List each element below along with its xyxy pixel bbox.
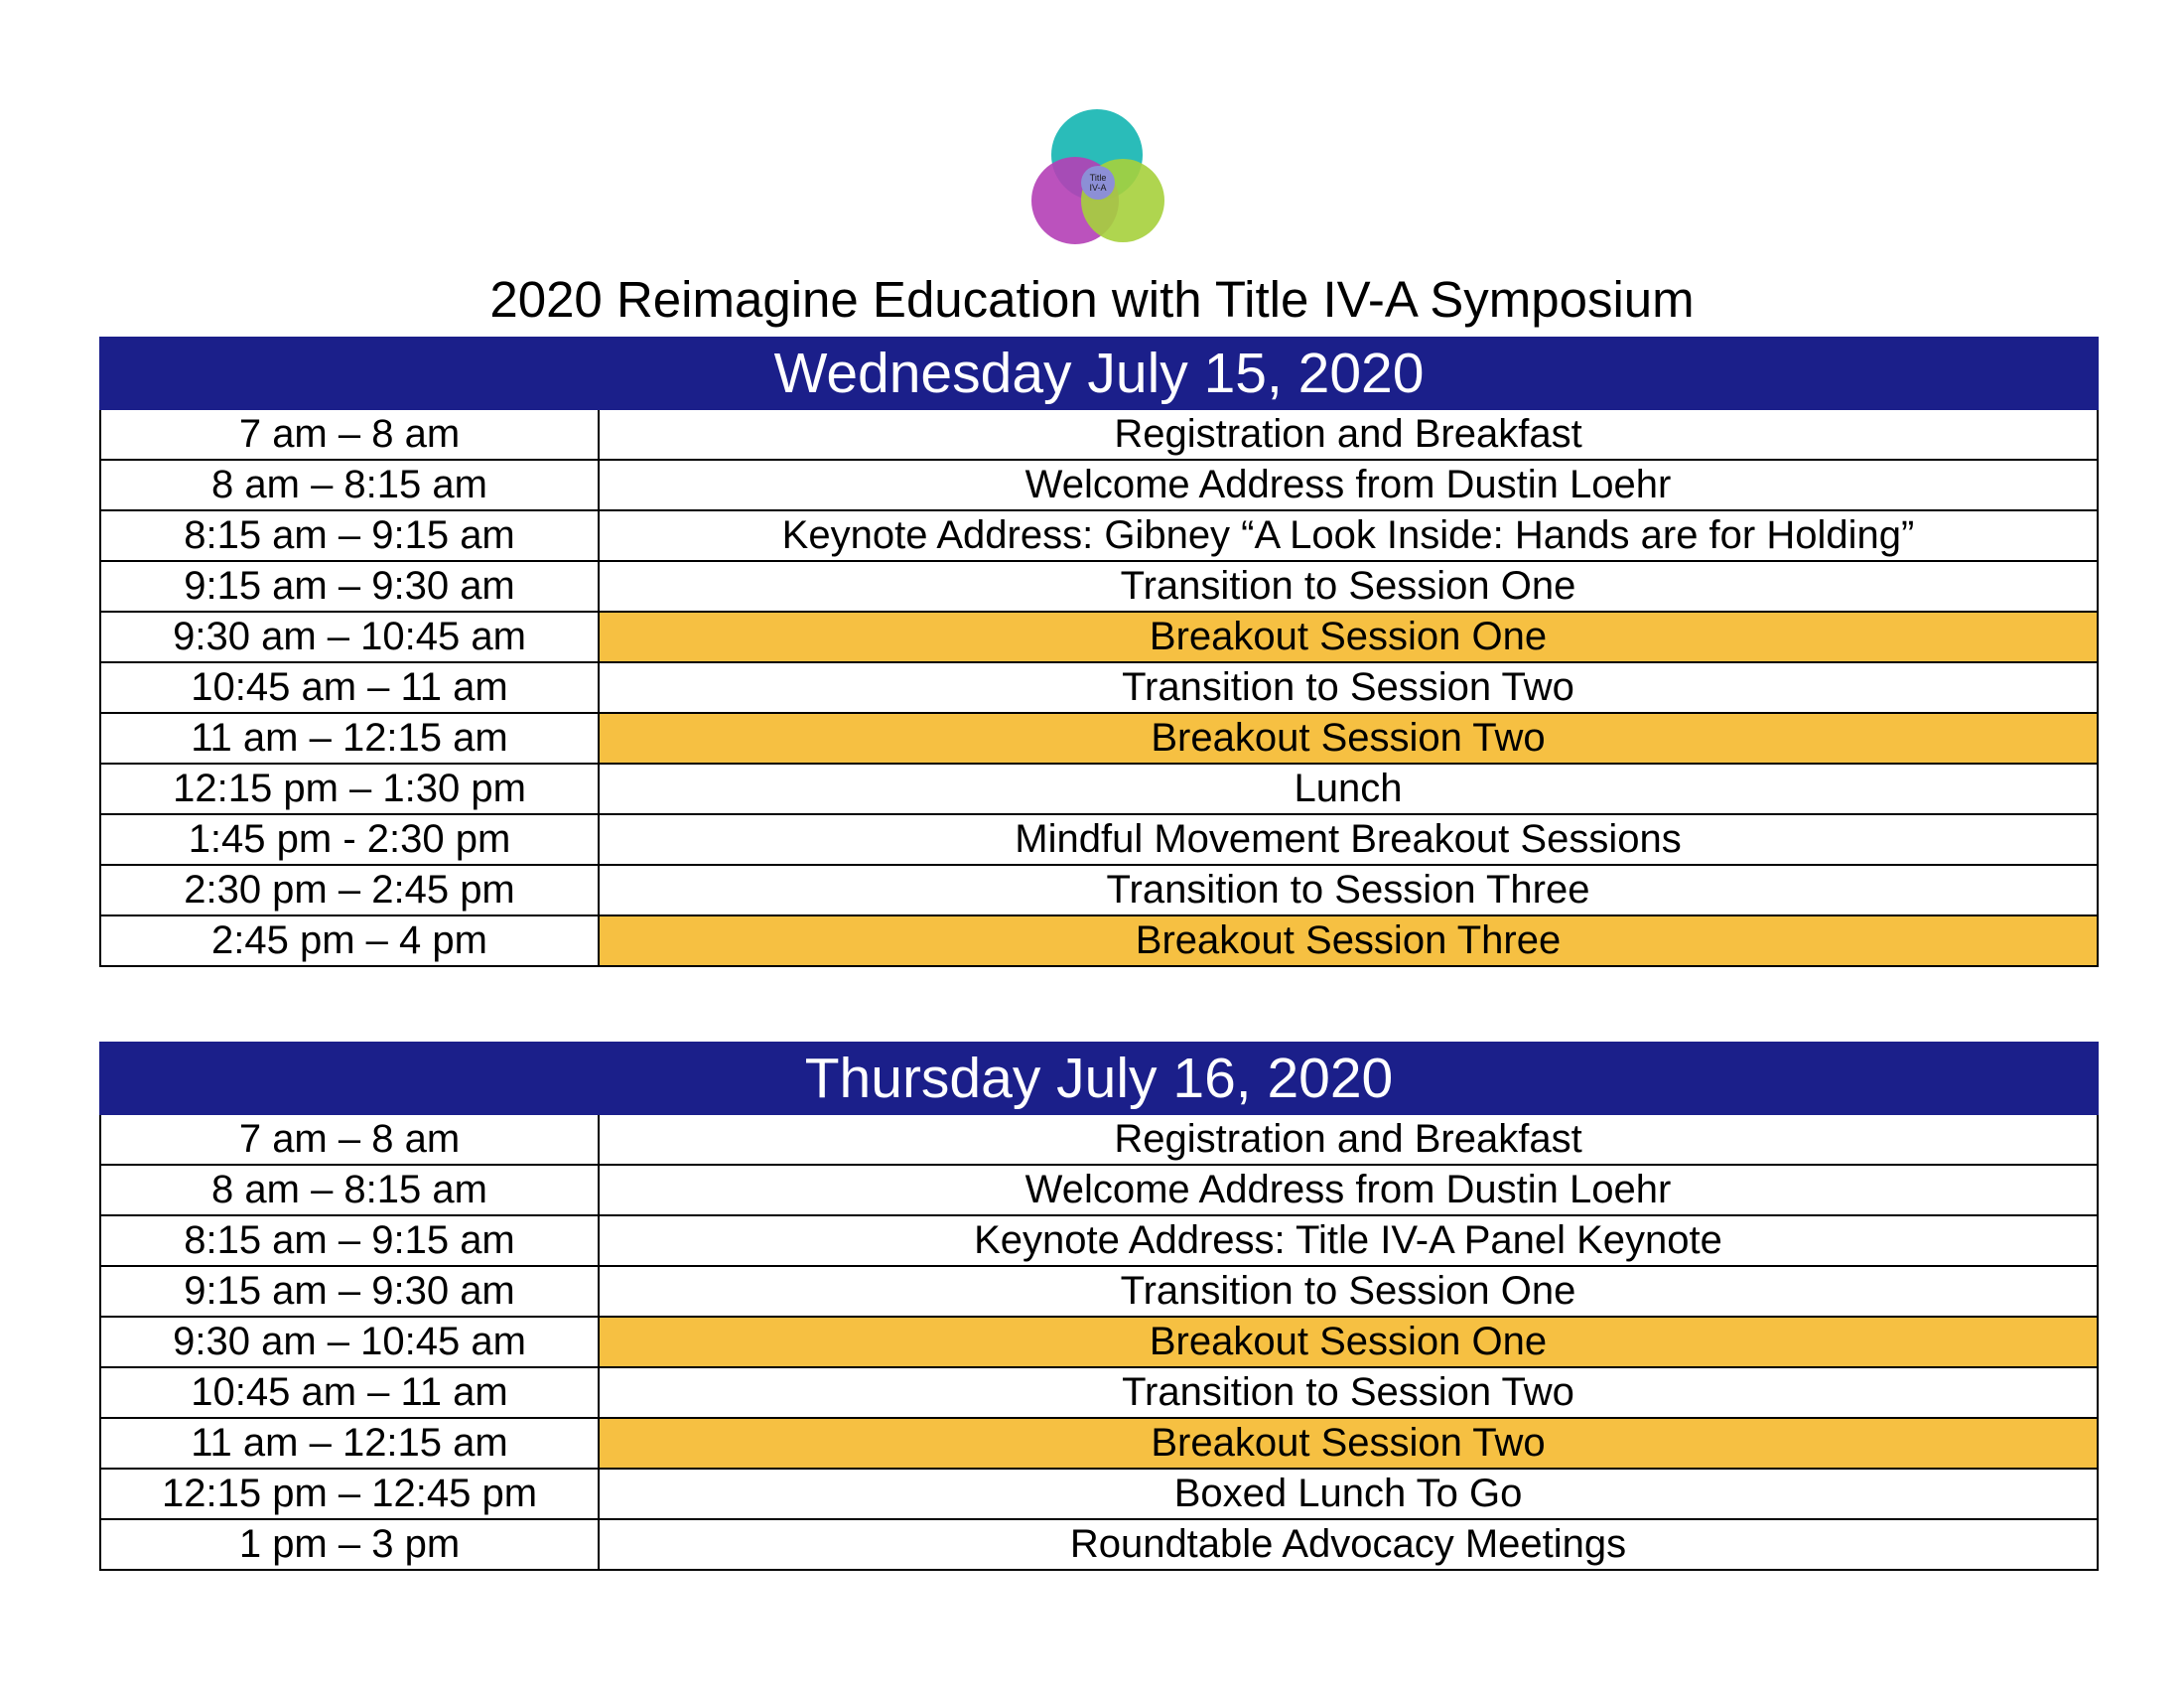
time-cell: 8 am – 8:15 am [100,1165,599,1215]
schedule-row [100,1266,2098,1317]
schedule-row [100,510,2098,561]
event-cell: Breakout Session Two [599,713,2098,764]
schedule-table-wednesday [99,337,2099,967]
logo-center-label-1: Title [1089,173,1107,183]
day-heading: Thursday July 16, 2020 [100,1043,2098,1114]
schedule-rows [100,1114,2098,1570]
schedule-row [100,1215,2098,1266]
day-header-row [100,1043,2098,1114]
schedule-row [100,1317,2098,1367]
time-cell: 12:15 pm – 1:30 pm [100,764,599,814]
time-cell: 10:45 am – 11 am [100,1367,599,1418]
schedule-row [100,814,2098,865]
schedule-row [100,713,2098,764]
time-cell: 7 am – 8 am [100,409,599,460]
schedule-row [100,409,2098,460]
event-cell: Boxed Lunch To Go [599,1469,2098,1519]
schedule-row [100,764,2098,814]
event-cell: Keynote Address: Title IV-A Panel Keynote [599,1215,2098,1266]
event-cell: Mindful Movement Breakout Sessions [599,814,2098,865]
time-cell: 2:45 pm – 4 pm [100,915,599,966]
time-cell: 8 am – 8:15 am [100,460,599,510]
event-cell: Breakout Session Three [599,915,2098,966]
time-cell: 1:45 pm - 2:30 pm [100,814,599,865]
time-cell: 7 am – 8 am [100,1114,599,1165]
event-cell: Registration and Breakfast [599,1114,2098,1165]
schedule-rows [100,409,2098,966]
time-cell: 8:15 am – 9:15 am [100,1215,599,1266]
time-cell: 11 am – 12:15 am [100,713,599,764]
event-cell: Roundtable Advocacy Meetings [599,1519,2098,1570]
time-cell: 11 am – 12:15 am [100,1418,599,1469]
day-heading: Wednesday July 15, 2020 [100,338,2098,409]
schedule-row [100,865,2098,915]
event-cell: Transition to Session One [599,1266,2098,1317]
schedule-row [100,1469,2098,1519]
schedule-row [100,612,2098,662]
page-title: 2020 Reimagine Education with Title IV-A Symposium [489,271,1695,328]
event-cell: Transition to Session One [599,561,2098,612]
event-cell: Welcome Address from Dustin Loehr [599,460,2098,510]
event-cell: Transition to Session Two [599,662,2098,713]
event-cell: Breakout Session Two [599,1418,2098,1469]
event-cell: Transition to Session Three [599,865,2098,915]
event-cell: Keynote Address: Gibney “A Look Inside: Hands are for Holding” [599,510,2098,561]
schedule-row [100,1165,2098,1215]
event-cell: Lunch [599,764,2098,814]
time-cell: 2:30 pm – 2:45 pm [100,865,599,915]
schedule-row [100,1519,2098,1570]
title-iv-a-logo [1013,97,1181,266]
schedule-row [100,1367,2098,1418]
day-header-row [100,338,2098,409]
schedule-row [100,460,2098,510]
time-cell: 8:15 am – 9:15 am [100,510,599,561]
schedule-row [100,662,2098,713]
event-cell: Breakout Session One [599,612,2098,662]
schedule-table-thursday [99,1042,2099,1571]
time-cell: 1 pm – 3 pm [100,1519,599,1570]
event-cell: Welcome Address from Dustin Loehr [599,1165,2098,1215]
event-cell: Breakout Session One [599,1317,2098,1367]
event-cell: Transition to Session Two [599,1367,2098,1418]
time-cell: 9:30 am – 10:45 am [100,1317,599,1367]
time-cell: 9:15 am – 9:30 am [100,1266,599,1317]
time-cell: 9:30 am – 10:45 am [100,612,599,662]
schedule-row [100,1418,2098,1469]
time-cell: 9:15 am – 9:30 am [100,561,599,612]
schedule-row [100,561,2098,612]
schedule-row [100,1114,2098,1165]
schedule-row [100,915,2098,966]
time-cell: 10:45 am – 11 am [100,662,599,713]
event-cell: Registration and Breakfast [599,409,2098,460]
time-cell: 12:15 pm – 12:45 pm [100,1469,599,1519]
logo-center-label-2: IV-A [1089,183,1107,193]
